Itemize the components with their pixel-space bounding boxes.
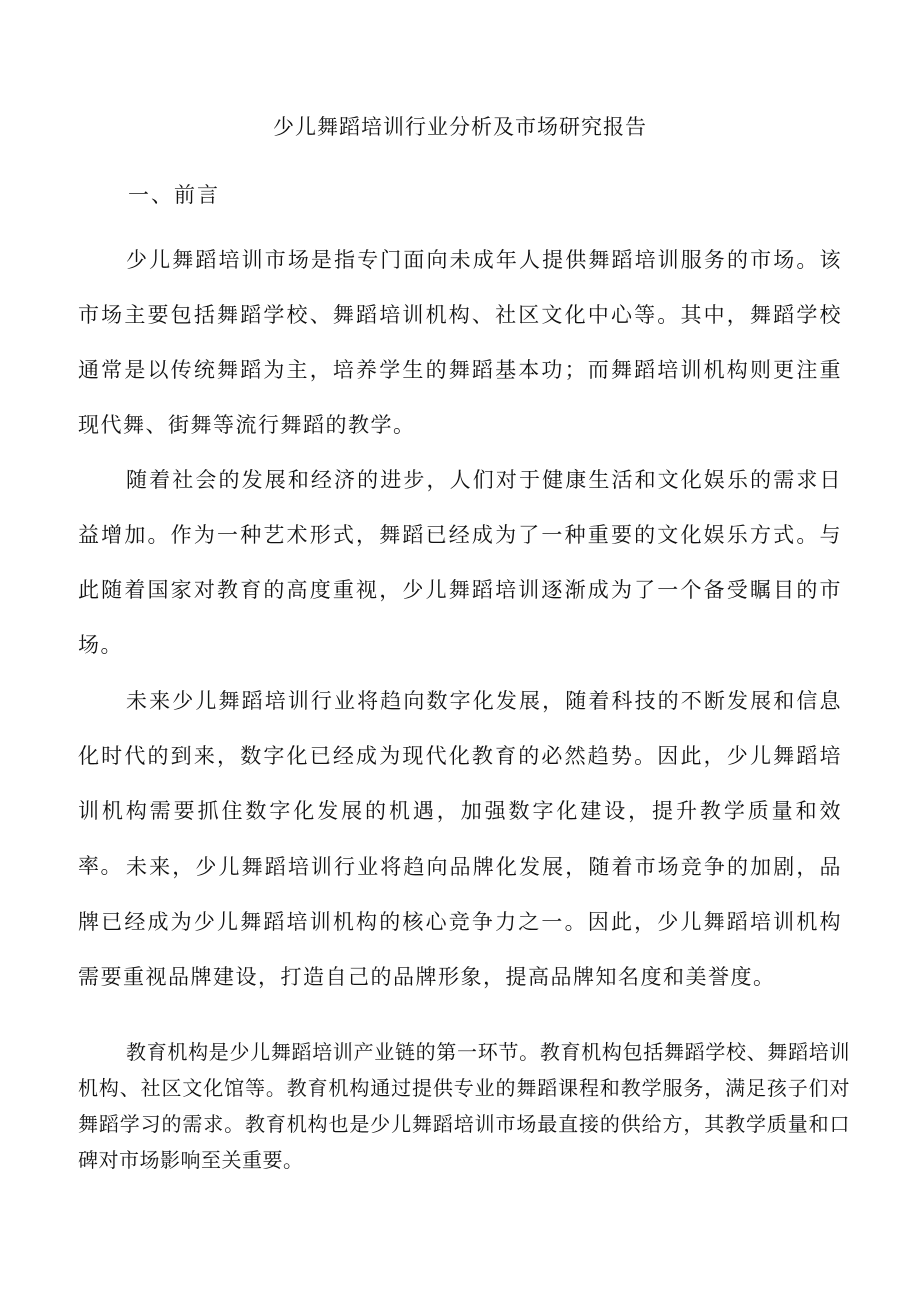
paragraph-branding: 未来，少儿舞蹈培训行业将趋向品牌化发展，随着市场竞争的加剧，品牌已经成为少儿舞蹈培训机构的核心竞争力之一。因此，少儿舞蹈培训机构需要重视品牌建设，打造自己的品牌形象，提高品牌知名度和美誉度。 [78, 855, 842, 989]
section-heading: 一、前言 [128, 183, 220, 207]
paragraph-education-institutions: 教育机构是少儿舞蹈培训产业链的第一环节。教育机构包括舞蹈学校、舞蹈培训机构、社区文化馆等。教育机构通过提供专业的舞蹈课程和教学服务，满足孩子们对舞蹈学习的需求。教育机构也是少儿舞蹈培训市场最直接的供给方，其教学质量和口碑对市场影响至关重要。 [78, 1040, 850, 1172]
paragraph-intro: 少儿舞蹈培训市场是指专门面向未成年人提供舞蹈培训服务的市场。该市场主要包括舞蹈学校、舞蹈培训机构、社区文化中心等。其中，舞蹈学校通常是以传统舞蹈为主，培养学生的舞蹈基本功；而舞蹈培训机构则更注重现代舞、街舞等流行舞蹈的教学。 [78, 248, 842, 437]
paragraph-background: 随着社会的发展和经济的进步，人们对于健康生活和文化娱乐的需求日益增加。作为一种艺术形式，舞蹈已经成为了一种重要的文化娱乐方式。与此随着国家对教育的高度重视，少儿舞蹈培训逐渐成为了一个备受瞩目的市场。 [78, 468, 842, 657]
document-title: 少儿舞蹈培训行业分析及市场研究报告 [273, 115, 647, 139]
paragraph-digitalization: 未来少儿舞蹈培训行业将趋向数字化发展，随着科技的不断发展和信息化时代的到来，数字化已经成为现代化教育的必然趋势。因此，少儿舞蹈培训机构需要抓住数字化发展的机遇，加强数字化建设，提升教学质量和效率。 [78, 689, 842, 878]
